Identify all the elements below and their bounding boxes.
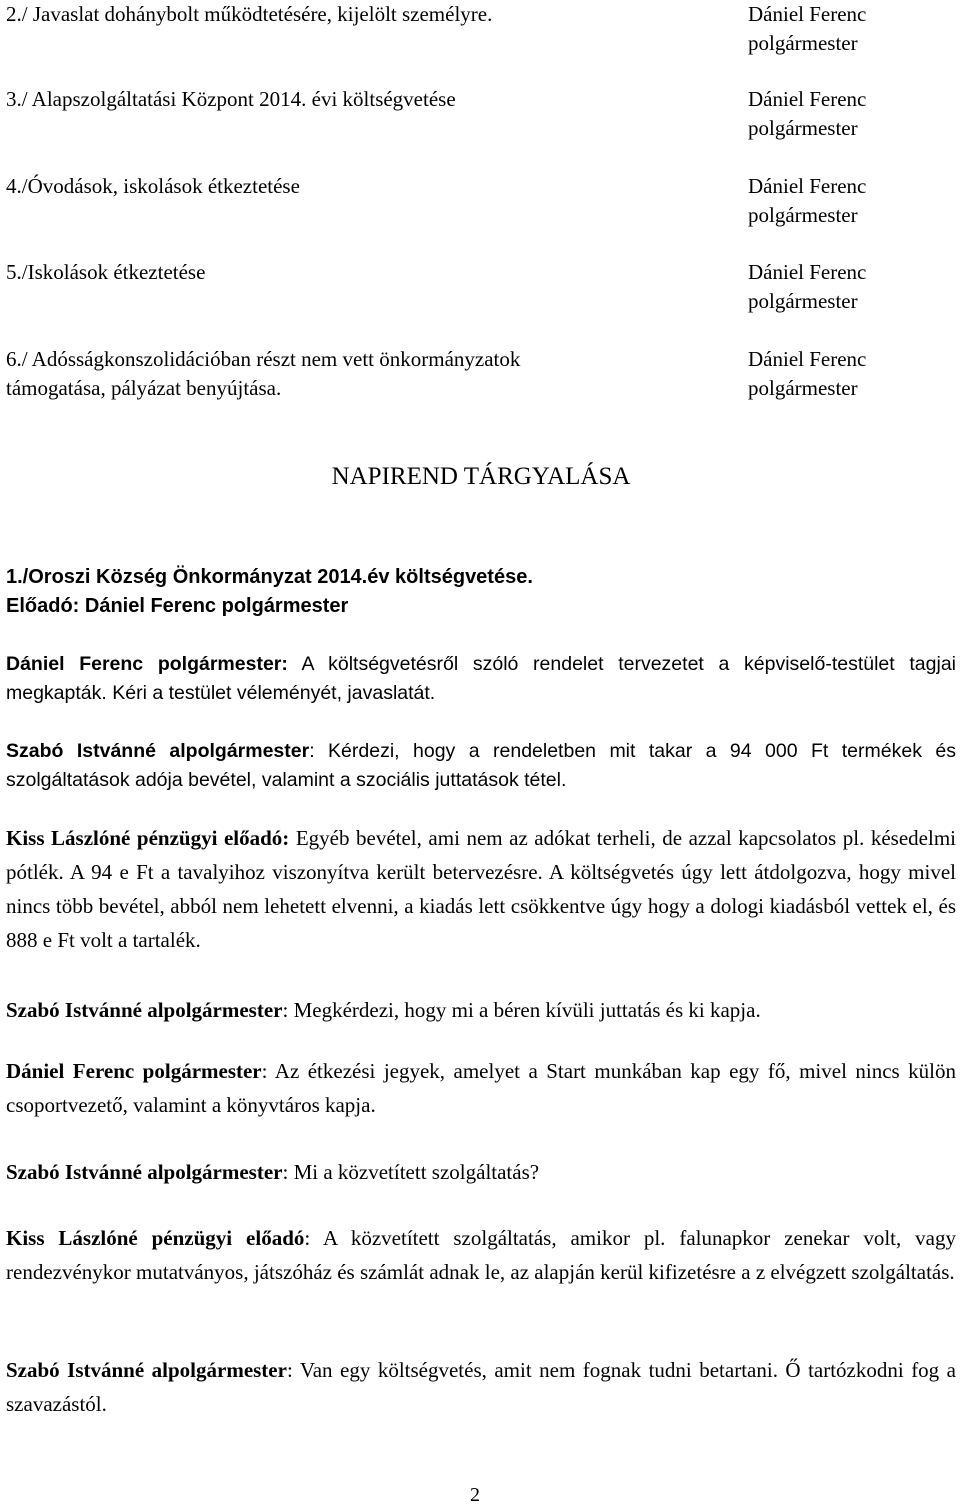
- speaker-name: Kiss Lászlóné pénzügyi előadó: [6, 1226, 305, 1250]
- section-heading: NAPIREND TÁRGYALÁSA: [331, 463, 631, 490]
- minutes-paragraph: [6, 1353, 956, 1421]
- presenter-name: Dániel Ferenc: [748, 2, 867, 26]
- speaker-name: Kiss Lászlóné pénzügyi előadó:: [6, 826, 290, 850]
- presenter-role: polgármester: [748, 116, 858, 140]
- topic-presenter: Előadó: Dániel Ferenc polgármester: [6, 595, 349, 617]
- presenter-name: Dániel Ferenc: [748, 87, 867, 111]
- presenter-name: Dániel Ferenc: [748, 174, 867, 198]
- speaker-name: Dániel Ferenc polgármester: [6, 1059, 262, 1083]
- topic-title: 1./Oroszi Község Önkormányzat 2014.év költségvetése.: [6, 566, 533, 588]
- agenda-item-line: támogatása, pályázat benyújtása.: [6, 376, 282, 400]
- agenda-item-text: 4./Óvodások, iskolások étkeztetése: [6, 174, 300, 198]
- presenter-name: Dániel Ferenc: [748, 260, 867, 284]
- presenter-role: polgármester: [748, 289, 858, 313]
- agenda-item-text: 3./ Alapszolgáltatási Központ 2014. évi költségvetése: [6, 87, 456, 111]
- agenda-item-text: 5./Iskolások étkeztetése: [6, 260, 206, 284]
- paragraph-text: : Van egy költségvetés, amit nem fognak tudni betartani. Ő tartózkodni fog a szavazástól.: [6, 1358, 956, 1416]
- minutes-paragraph: [6, 1155, 956, 1189]
- agenda-presenter: [748, 85, 958, 143]
- page-number: 2: [470, 1484, 480, 1506]
- paragraph-text: : Megkérdezi, hogy mi a béren kívüli juttatás és ki kapja.: [282, 998, 761, 1022]
- agenda-presenter: [748, 172, 958, 230]
- speaker-name: Szabó Istvánné alpolgármester: [6, 998, 283, 1022]
- minutes-paragraph: [6, 821, 956, 957]
- presenter-name: Dániel Ferenc: [748, 347, 867, 371]
- presenter-role: polgármester: [748, 376, 858, 400]
- speaker-name: Szabó Istvánné alpolgármester: [6, 1358, 287, 1382]
- paragraph-text: : A közvetített szolgáltatás, amikor pl. falunapkor zenekar volt, vagy rendezvénykor mutatványos, játszóház és számlát adnak le, az alapján kerül kifizetésre a z elvégzett szolgáltatás.: [6, 1226, 956, 1284]
- minutes-paragraph: [6, 993, 956, 1027]
- minutes-paragraph: [6, 737, 956, 795]
- agenda-presenter: [748, 258, 958, 316]
- paragraph-text: : Mi a közvetített szolgáltatás?: [282, 1160, 540, 1184]
- minutes-paragraph: [6, 1054, 956, 1122]
- speaker-name: Szabó Istvánné alpolgármester: [6, 1160, 283, 1184]
- paragraph-text: A költségvetésről szóló rendelet tervezetet a képviselő-testület tagjai megkapták. Kéri a testület véleményét, javaslatát.: [6, 653, 956, 704]
- minutes-paragraph: [6, 1221, 956, 1289]
- agenda-presenter: [748, 345, 958, 403]
- paragraph-text: : Kérdezi, hogy a rendeletben mit takar a 94 000 Ft termékek és szolgáltatások adója bevétel, valamint a szociális juttatások tétel.: [6, 740, 956, 791]
- speaker-name: Szabó Istvánné alpolgármester: [6, 740, 310, 762]
- paragraph-text: Egyéb bevétel, ami nem az adókat terheli, de azzal kapcsolatos pl. késedelmi pótlék. A 94 e Ft a tavalyihoz viszonyítva került betervezésre. A költségvetés úgy lett átdolgozva, hogy mivel nincs több bevétel, abból nem lehetett elvenni, a kiadás lett csökkentve úgy hogy a dologi kiadásból vettek el, és 888 e Ft volt a tartalék.: [6, 826, 956, 952]
- speaker-name: Dániel Ferenc polgármester:: [6, 653, 288, 675]
- agenda-presenter: [748, 0, 958, 58]
- paragraph-text: : Az étkezési jegyek, amelyet a Start munkában kap egy fő, mivel nincs külön csoportvezető, valamint a könyvtáros kapja.: [6, 1059, 957, 1117]
- agenda-item-text: 2./ Javaslat dohánybolt működtetésére, kijelölt személyre.: [6, 2, 493, 26]
- agenda-item-line: 6./ Adósságkonszolidációban részt nem vett önkormányzatok: [6, 347, 521, 371]
- agenda-item-text: [6, 345, 706, 403]
- presenter-role: polgármester: [748, 203, 858, 227]
- minutes-paragraph: [6, 650, 956, 708]
- presenter-role: polgármester: [748, 31, 858, 55]
